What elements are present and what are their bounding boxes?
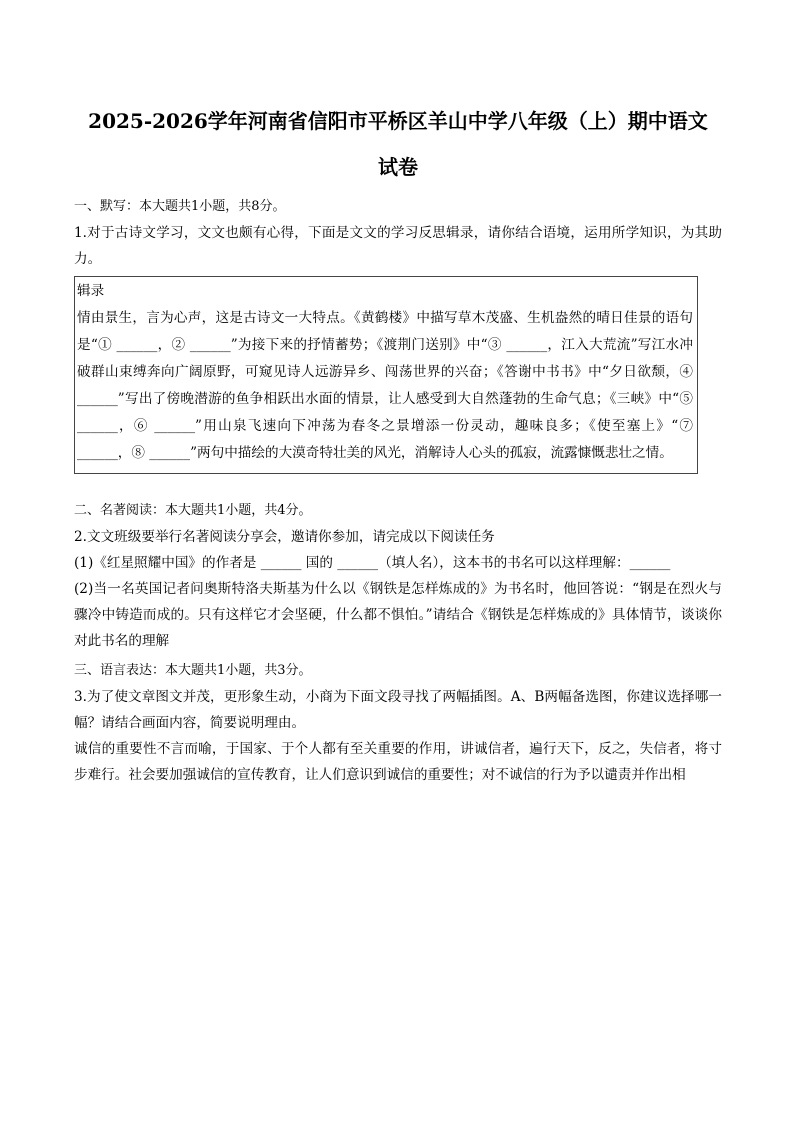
question-2-prompt: 2.文文班级要举行名著阅读分享会，邀请你参加，请完成以下阅读任务 — [74, 529, 495, 545]
section-classics-reading — [74, 498, 722, 654]
notes-excerpt-label: 辑录 — [77, 283, 105, 299]
exam-title — [74, 98, 722, 190]
notes-excerpt-text: 情由景生，言为心声，这是古诗文一大特点。《黄鹤楼》中描写草木茂盛、生机盎然的晴日佳景的语句是“① ______，② ______”为接下来的抒情蓄势；《渡荆门送别》中“③ ______，江入大荒流”写江水冲破群山束缚奔向广阔原野，可窥见诗人远游异乡、闯荡世界的兴奋；《答谢中书书》中“夕日欲颓，④ ______”写出了傍晚潜游的鱼争相跃出水面的情景，让人感受到大自然蓬勃的生命气息；《三峡》中“⑤ ______，⑥ ______”用山泉飞速向下冲荡为春冬之景增添一份灵动，趣味良多；《使至塞上》“⑦ ______，⑧ ______”两句中描绘的大漠奇特壮美的风光，消解诗人心头的孤寂，流露慷慨悲壮之情。 — [77, 310, 693, 461]
question-2-sub-1: (1)《红星照耀中国》的作者是 ______ 国的 ______（填人名），这本书的书名可以这样理解：______ — [74, 555, 671, 571]
question-3-passage: 诚信的重要性不言而喻，于国家、于个人都有至关重要的作用，讲诚信者，遍行天下，反之，失信者，将寸步难行。社会要加强诚信的宣传教育，让人们意识到诚信的重要性；对不诚信的行为予以谴责并作出相 — [74, 741, 722, 783]
question-3-prompt: 3.为了使文章图文并茂，更形象生动，小商为下面文段寻找了两幅插图。A、B两幅备选图，你建议选择哪一幅？请结合画面内容，简要说明理由。 — [74, 689, 722, 731]
section-3-heading: 三、语言表达：本大题共1小题，共3分。 — [74, 663, 312, 678]
question-2-sub-2: (2)当一名英国记者问奥斯特洛夫斯基为什么以《钢铁是怎样炼成的》为书名时，他回答说：“钢是在烈火与骤冷中铸造而成的。只有这样它才会坚硬，什么都不惧怕。”请结合《钢铁是怎样炼成的》具体情节，谈谈你对此书名的理解 — [74, 581, 722, 649]
notes-excerpt-box — [74, 276, 698, 474]
section-2-heading: 二、名著阅读：本大题共1小题，共4分。 — [74, 503, 312, 518]
section-spacer — [74, 474, 722, 494]
section-dictation — [74, 194, 722, 474]
question-1-prompt: 1.对于古诗文学习，文文也颇有心得，下面是文文的学习反思辑录，请你结合语境，运用所学知识，为其助力。 — [74, 225, 722, 267]
section-language-expression — [74, 658, 722, 788]
section-1-heading: 一、默写：本大题共1小题，共8分。 — [74, 199, 286, 214]
exam-title-line-1: 2025-2026学年河南省信阳市平桥区羊山中学八年级（上）期中语文 — [88, 109, 708, 133]
exam-title-line-2: 试卷 — [378, 155, 418, 179]
